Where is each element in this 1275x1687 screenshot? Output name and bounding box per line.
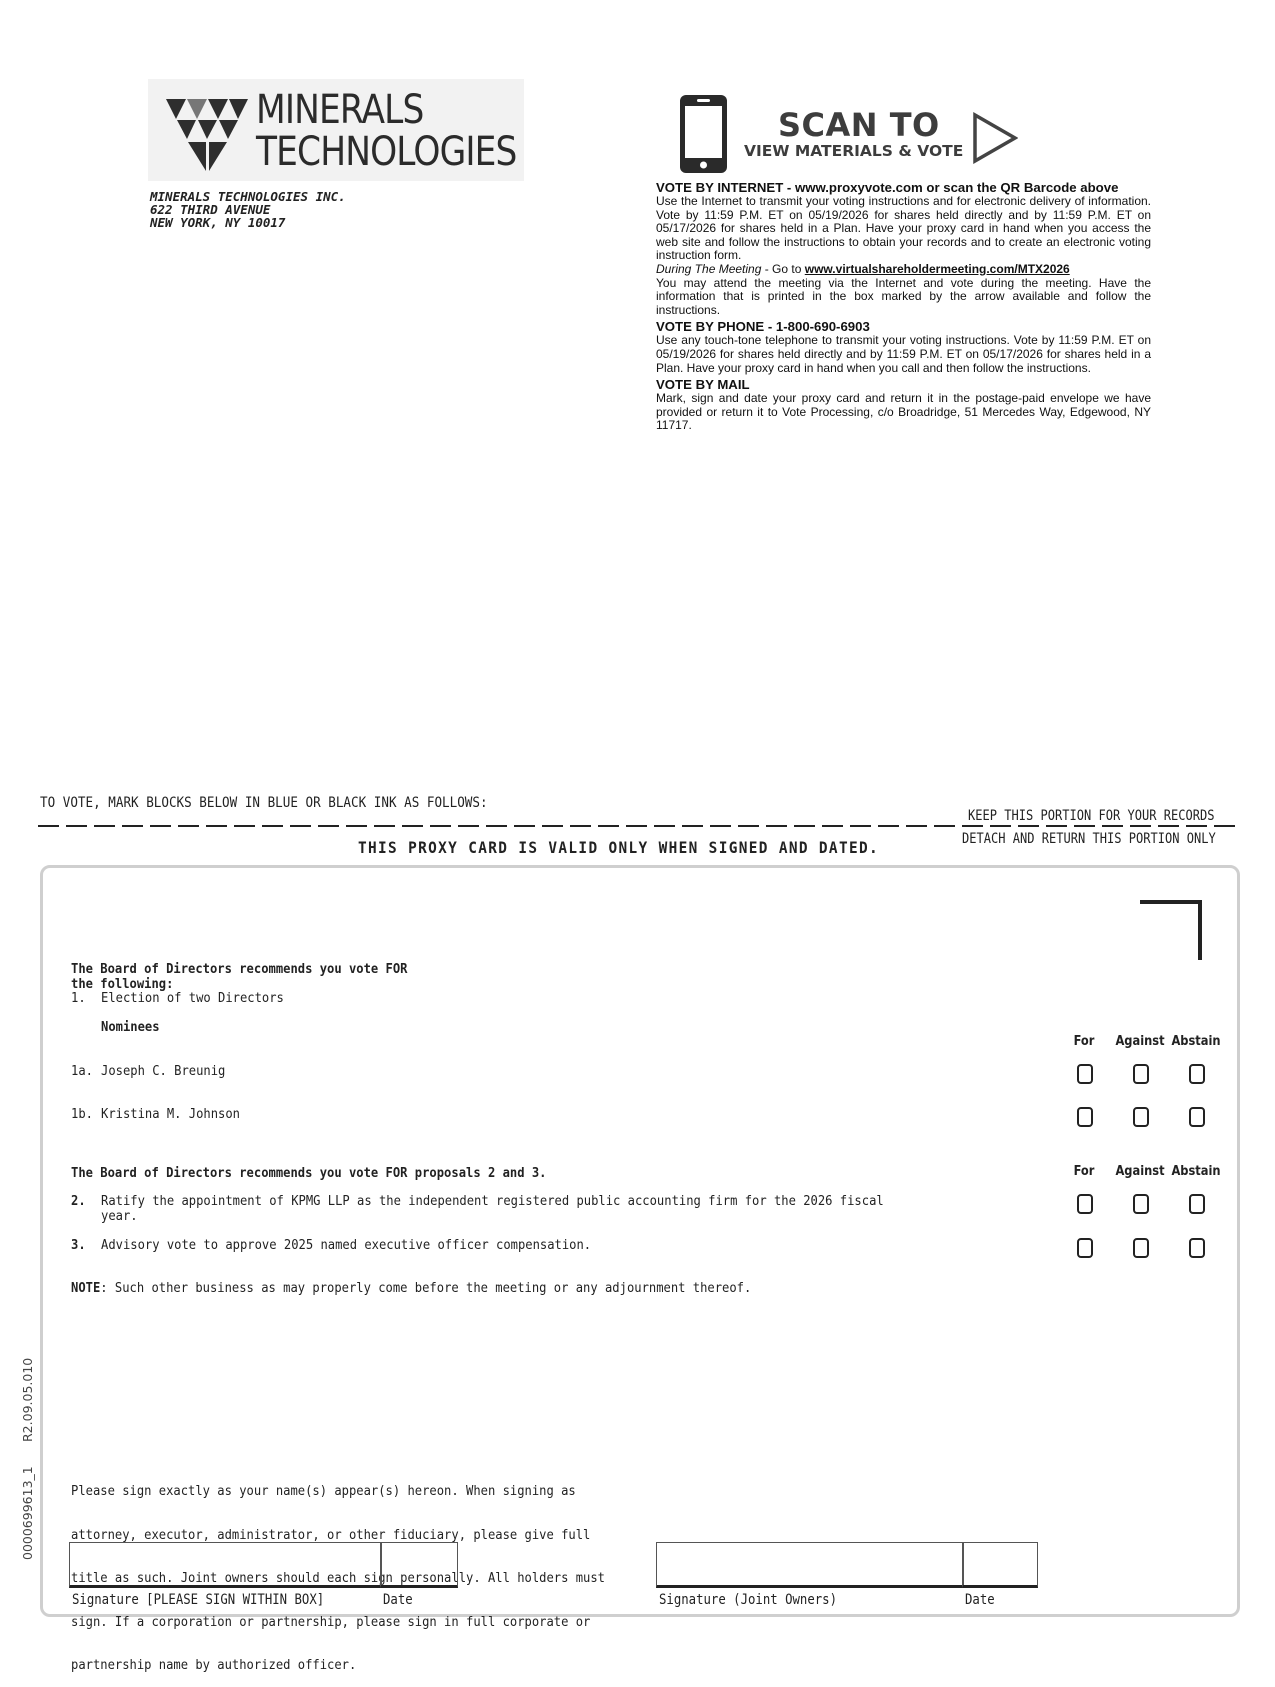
checkbox-1a-against[interactable] [1133,1064,1149,1084]
vote-phone-body: Use any touch-tone telephone to transmit your voting instructions. Vote by 11:59 P.M. ET on 05/19/2026 for shares held directly and by 11:59 P.M. ET on 05/17/2026 for shares held in a Plan. Have your proxy card in hand when you call and then follow the instructions. [656,333,1151,375]
joint-date-label: Date [965,1592,995,1608]
recommend-line-2: the following: [71,975,174,992]
nominee-1b-id: 1b. [71,1106,93,1122]
item-1-number: 1. [71,990,86,1006]
address-line-2: 622 THIRD AVENUE [150,202,271,217]
nominees-label: Nominees [101,1019,160,1035]
checkbox-3-for[interactable] [1077,1238,1093,1258]
proposal-3-text: Advisory vote to approve 2025 named executive officer compensation. [101,1237,592,1253]
checkbox-3-against[interactable] [1133,1238,1149,1258]
note-text: : Such other business as may properly come before the meeting or any adjournment thereof. [100,1280,752,1296]
meeting-label: During The Meeting [656,261,762,276]
nominee-1b-name: Kristina M. Johnson [101,1106,240,1122]
address-line-1: MINERALS TECHNOLOGIES INC. [150,189,346,204]
meeting-url-link[interactable]: www.virtualshareholdermeeting.com/MTX2026 [804,261,1070,276]
proposal-2-text [101,1194,884,1223]
sign-instruction-line: partnership name by authorized officer. [71,1657,357,1673]
validity-notice: THIS PROXY CARD IS VALID ONLY WHEN SIGNED AND DATED. [358,838,880,857]
mark-instruction: TO VOTE, MARK BLOCKS BELOW IN BLUE OR BLACK INK AS FOLLOWS: [40,795,488,811]
logo-wordmark [256,89,517,173]
col-against-1: Against [1115,1034,1165,1049]
checkbox-1b-for[interactable] [1077,1107,1093,1127]
sign-instruction-line: attorney, executor, administrator, or other fiduciary, please give full [71,1526,591,1543]
checkbox-1a-for[interactable] [1077,1064,1093,1084]
checkbox-1b-abstain[interactable] [1189,1107,1205,1127]
joint-signature-label: Signature (Joint Owners) [659,1592,838,1608]
signature-field[interactable] [69,1542,382,1588]
meeting-goto: - Go to [761,261,805,276]
date-field[interactable] [380,1542,458,1588]
vote-phone-heading: VOTE BY PHONE - 1-800-690-6903 [656,319,870,335]
note-line [71,1281,751,1296]
proposal-2-number: 2. [71,1193,86,1209]
sign-instruction-line: title as such. Joint owners should each sign personally. All holders must [71,1570,605,1586]
proposal-2-line-2: year. [101,1207,138,1224]
sign-instruction-line: sign. If a corporation or partnership, please sign in full corporate or [71,1613,591,1630]
side-code-1: 0000699613_1 [20,1466,35,1560]
section2-recommendation: The Board of Directors recommends you vote FOR proposals 2 and 3. [71,1165,547,1181]
checkbox-2-abstain[interactable] [1189,1194,1205,1214]
vote-mail-heading: VOTE BY MAIL [656,377,750,393]
nominee-1a-id: 1a. [71,1063,93,1079]
vote-internet-heading: VOTE BY INTERNET - www.proxyvote.com or scan the QR Barcode above [656,180,1119,195]
vote-mail-body: Mark, sign and date your proxy card and return it in the postage-paid envelope we have provided or return it to Vote Processing, c/o Broadridge, 51 Mercedes Way, Edgewood, NY 11717. [656,391,1151,433]
section1-recommendation [71,962,407,991]
sign-instruction-line: Please sign exactly as your name(s) appear(s) hereon. When signing as [71,1483,576,1499]
col-for-2: For [1073,1164,1095,1179]
joint-date-field[interactable] [962,1542,1038,1588]
checkbox-2-against[interactable] [1133,1194,1149,1214]
logo-line-1: MINERALS [256,87,424,133]
col-abstain-2: Abstain [1171,1164,1221,1179]
keep-portion-label: KEEP THIS PORTION FOR YOUR RECORDS [968,808,1215,824]
col-against-2: Against [1115,1164,1165,1179]
play-arrow-icon [972,112,1018,164]
item-1-text: Election of two Directors [101,990,284,1006]
date-label: Date [383,1592,413,1608]
detach-return-label: DETACH AND RETURN THIS PORTION ONLY [962,831,1216,847]
side-code-2: R2.09.05.010 [20,1357,35,1442]
checkbox-3-abstain[interactable] [1189,1238,1205,1258]
proposal-2-line-1: Ratify the appointment of KPMG LLP as the independent registered public accounting firm for the 2026 fiscal [101,1193,884,1209]
note-label: NOTE [71,1280,101,1296]
col-for-1: For [1073,1034,1095,1049]
vote-internet-body: Use the Internet to transmit your voting instructions and for electronic delivery of information. Vote by 11:59 P.M. ET on 05/19/2026 for shares held directly and by 11:59 P.M. ET on 05/17/2026 for shares held in a Plan. Have your proxy card in hand when you access the web site and follow the instructions to obtain your records and to create an electronic voting instruction form. [656,194,1151,263]
scan-subtitle: VIEW MATERIALS & VOTE [744,142,964,160]
company-address [150,190,346,229]
proposal-3-number: 3. [71,1237,86,1253]
nominee-1a-name: Joseph C. Breunig [101,1063,226,1079]
col-abstain-1: Abstain [1171,1034,1221,1049]
checkbox-1b-against[interactable] [1133,1107,1149,1127]
logo-line-2: TECHNOLOGIES [256,129,517,175]
smartphone-icon [680,95,727,173]
checkbox-1a-abstain[interactable] [1189,1064,1205,1084]
company-logo [148,79,524,181]
scan-title: SCAN TO [778,106,940,144]
meeting-body: You may attend the meeting via the Internet and vote during the meeting. Have the information that is printed in the box marked by the arrow available and follow the instructions. [656,275,1151,317]
checkbox-2-for[interactable] [1077,1194,1093,1214]
voting-instructions [656,180,1151,433]
address-line-3: NEW YORK, NY 10017 [150,215,286,230]
signature-label: Signature [PLEASE SIGN WITHIN BOX] [72,1592,325,1608]
joint-signature-field[interactable] [656,1542,964,1588]
detach-dashed-line [38,825,1240,827]
recommend-line-1: The Board of Directors recommends you vote FOR [71,961,408,977]
corner-registration-mark [1140,900,1202,960]
inverted-triangle-logo-icon [166,99,248,171]
meeting-line [656,263,1151,277]
